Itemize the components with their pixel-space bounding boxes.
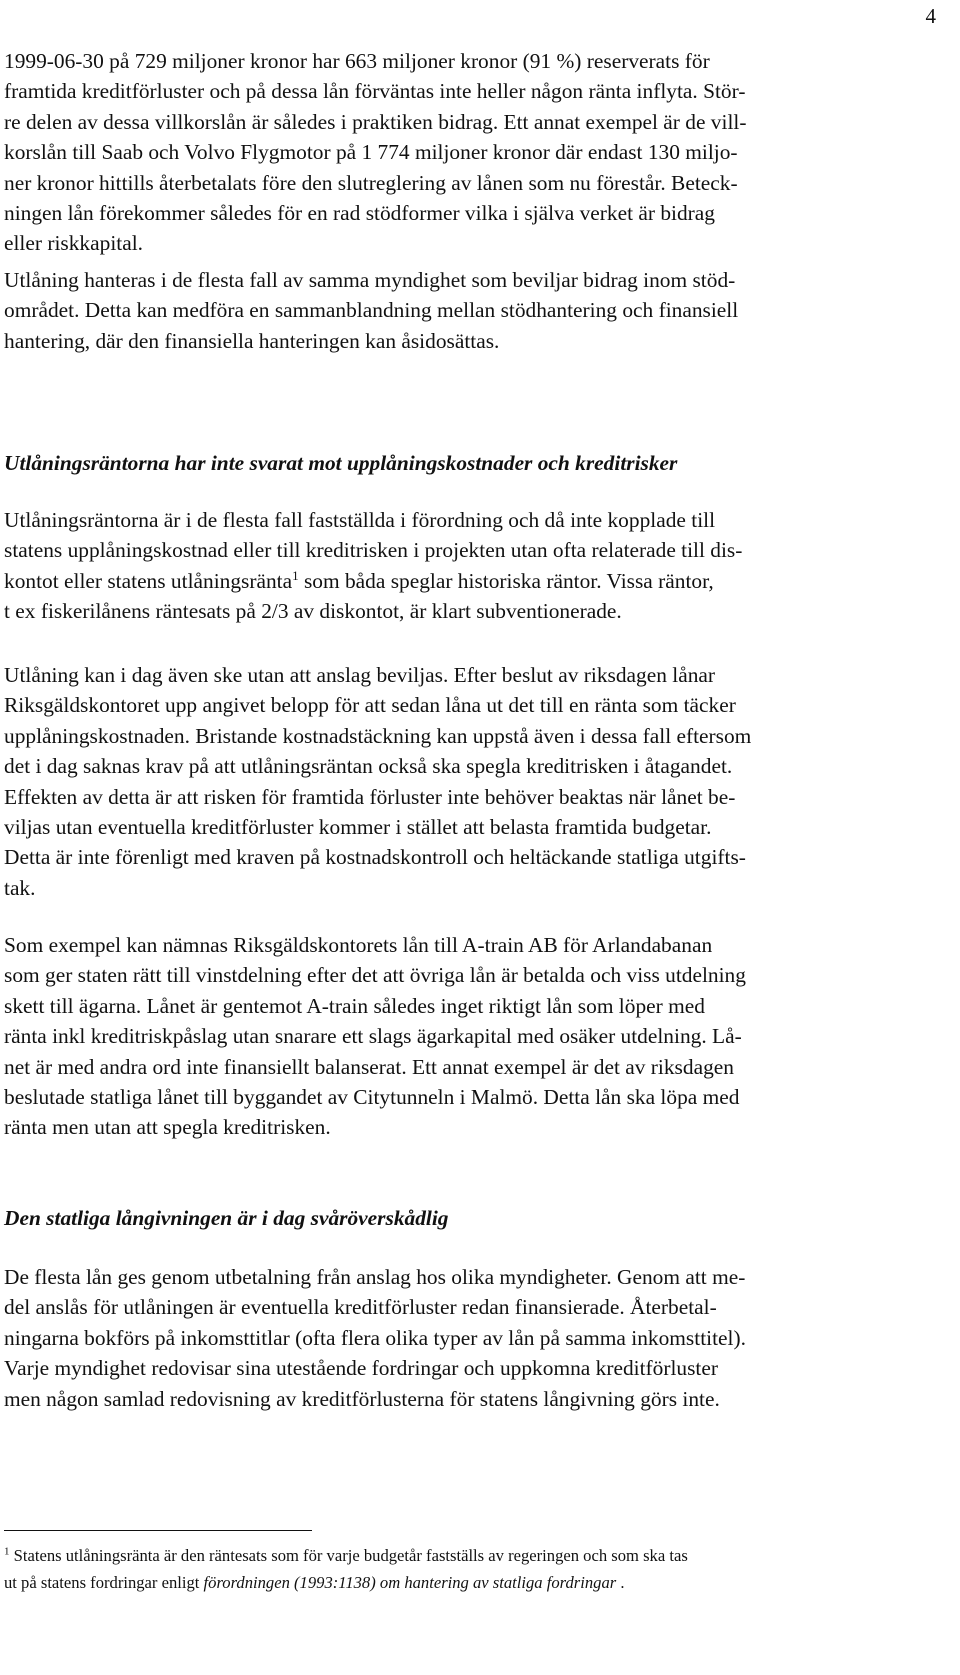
text-line: t ex fiskerilånens räntesats på 2/3 av diskontot, är klart subventionerade. bbox=[4, 599, 622, 624]
text-line: ner kronor hittills återbetalats före den slutreglering av lånen som nu förestår. Beteck- bbox=[4, 170, 738, 195]
ordinance-reference: förordningen (1993:1138) om hantering av statliga fordringar bbox=[203, 1572, 617, 1592]
text-line: ningarna bokförs på inkomsttitlar (ofta flera olika typer av lån på samma inkomsttitel). bbox=[4, 1325, 746, 1350]
paragraph-overview bbox=[4, 1262, 914, 1414]
footnote-line bbox=[4, 1570, 924, 1597]
footnote-line bbox=[4, 1543, 924, 1570]
paragraph-lending-authority bbox=[4, 265, 914, 356]
text-line: Utlåning kan i dag även ske utan att anslag beviljas. Efter beslut av riksdagen lånar bbox=[4, 663, 716, 687]
text-line: re delen av dessa villkorslån är således i praktiken bidrag. Ett annat exempel är de vill- bbox=[4, 109, 747, 134]
text-line: beslutade statliga lånet till byggandet av Citytunneln i Malmö. Detta lån ska löpa med bbox=[4, 1085, 740, 1110]
text-line: upplåningskostnaden. Bristande kostnadstäckning kan uppstå även i dessa fall eftersom bbox=[4, 723, 752, 748]
text-line: statens upplåningskostnad eller till kreditrisken i projekten utan ofta relaterade till dis- bbox=[4, 538, 743, 563]
text-segment: Statens utlåningsränta är den räntesats som för varje budgetår fastställs av regeringen och som ska tas bbox=[9, 1546, 688, 1565]
text-line: området. Detta kan medföra en sammanblandning mellan stödhantering och finansiell bbox=[4, 298, 739, 323]
text-line: net är med andra ord inte finansiellt balanserat. Ett annat exempel är det av riksdagen bbox=[4, 1054, 734, 1079]
text-segment: ut på statens fordringar enligt bbox=[4, 1572, 204, 1592]
text-segment: . bbox=[616, 1572, 625, 1592]
text-line: men någon samlad redovisning av kreditförlusterna för statens långivning görs inte. bbox=[4, 1386, 720, 1411]
text-line: korslån till Saab och Volvo Flygmotor på 1 774 miljoner kronor där endast 130 miljo- bbox=[4, 140, 738, 165]
text-line: Riksgäldskontoret upp angivet belopp för att sedan låna ut det till en ränta som täcker bbox=[4, 693, 736, 718]
text-line: Varje myndighet redovisar sina utestående fordringar och uppkomna kreditförluster bbox=[4, 1356, 718, 1381]
text-line: del anslås för utlåningen är eventuella kreditförluster redan finansierade. Återbetal- bbox=[4, 1295, 717, 1320]
text-line: Effekten av detta är att risken för framtida förluster inte behöver beaktas när lånet be- bbox=[4, 784, 736, 809]
text-segment: som båda speglar historiska räntor. Vissa räntor, bbox=[298, 568, 714, 593]
text-line: framtida kreditförluster och på dessa lån förväntas inte heller någon ränta inflyta. Stör- bbox=[4, 79, 746, 104]
text-line: Utlåningsräntorna är i de flesta fall fastställda i förordning och då inte kopplade till bbox=[4, 508, 716, 532]
page-number: 4 bbox=[925, 4, 936, 28]
text-line: De flesta lån ges genom utbetalning från anslag hos olika myndigheter. Genom att me- bbox=[4, 1265, 746, 1289]
text-line: Utlåning hanteras i de flesta fall av samma myndighet som beviljar bidrag inom stöd- bbox=[4, 268, 736, 292]
footnote-divider bbox=[4, 1530, 312, 1531]
text-line: som ger staten rätt till vinstdelning efter det att övriga lån är betalda och viss utdelning bbox=[4, 963, 746, 988]
text-line: det i dag saknas krav på att utlåningsräntan också ska spegla kreditrisken i åtagandet. bbox=[4, 754, 733, 779]
section-heading-overview: Den statliga långivningen är i dag svåröverskådlig bbox=[4, 1206, 449, 1230]
footnote bbox=[4, 1543, 924, 1596]
text-line: viljas utan eventuella kreditförluster kommer i stället att belasta framtida budgetar. bbox=[4, 815, 712, 840]
text-line: Detta är inte förenligt med kraven på kostnadskontroll och heltäckande statliga utgifts- bbox=[4, 845, 746, 870]
text-line: ningen lån förekommer således för en rad stödformer vilka i själva verket är bidrag bbox=[4, 201, 715, 226]
text-line: hantering, där den finansiella hanteringen kan åsidosättas. bbox=[4, 328, 500, 353]
section-heading-interest-rates: Utlåningsräntorna har inte svarat mot upplåningskostnader och kreditrisker bbox=[4, 451, 678, 475]
text-line bbox=[4, 566, 914, 596]
footnote-marker: 1 bbox=[4, 1545, 10, 1558]
text-line: ränta inkl kreditriskpåslag utan snarare ett slags ägarkapital med osäker utdelning. Lå- bbox=[4, 1024, 742, 1049]
text-line: ränta men utan att spegla kreditrisken. bbox=[4, 1115, 331, 1140]
paragraph-reserves bbox=[4, 46, 914, 259]
text-line: Som exempel kan nämnas Riksgäldskontorets lån till A-train AB för Arlandabanan bbox=[4, 933, 713, 957]
paragraph-examples bbox=[4, 930, 914, 1143]
paragraph-interest-rates bbox=[4, 505, 914, 627]
text-line: 1999-06-30 på 729 miljoner kronor har 663 miljoner kronor (91 %) reserverats för bbox=[4, 49, 710, 73]
paragraph-lending-without-appropriation bbox=[4, 660, 914, 903]
text-segment: kontot eller statens utlåningsränta bbox=[4, 568, 293, 593]
text-line: tak. bbox=[4, 875, 36, 900]
text-line: skett till ägarna. Lånet är gentemot A-train således inget riktigt lån som löper med bbox=[4, 993, 705, 1018]
footnote-reference: 1 bbox=[292, 567, 299, 583]
text-line: eller riskkapital. bbox=[4, 231, 143, 256]
